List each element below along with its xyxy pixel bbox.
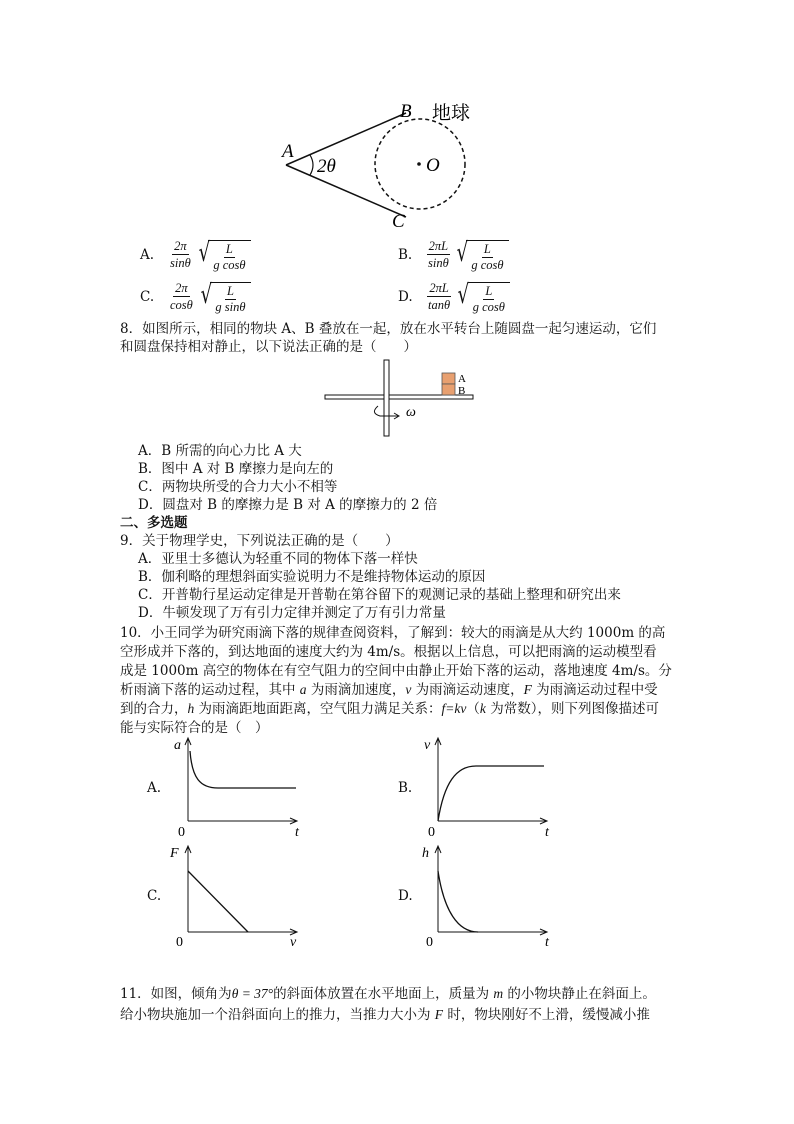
graph-c[interactable] (168, 841, 308, 949)
line-AB (286, 113, 406, 165)
curve-v-t (438, 766, 544, 821)
q9-stem: 9．关于物理学史，下列说法正确的是（ ） (120, 533, 399, 549)
q8-option-c[interactable]: C．两物块所受的合力大小不相等 (138, 479, 338, 495)
q9-option-a[interactable]: A．亚里士多德认为轻重不同的物体下落一样快 (138, 551, 418, 567)
sqrt-expression: √ $\frac{L}{\text{g cosθ}}$ (455, 278, 510, 315)
q11-line1: 11．如图，倾角为θ = 37°的斜面体放置在水平地面上，质量为 m 的小物块静止在斜面上。 (120, 986, 656, 1002)
block-A (442, 373, 455, 384)
q9-option-c[interactable]: C．开普勒行星运动定律是开普勒在第谷留下的观测记录的基础上整理和研究出来 (138, 587, 621, 603)
q10-line1: 10．小王同学为研究雨滴下落的规律查阅资料，了解到：较大的雨滴是从大约 1000m 的高 (120, 625, 666, 641)
q11-line2: 给小物块施加一个沿斜面向上的推力，当推力大小为 F 时，物块刚好不上滑，缓慢减小推 (120, 1007, 650, 1023)
section-title: 二、多选题 (120, 515, 188, 531)
x-axis-label: t (545, 825, 549, 838)
q9-option-b[interactable]: B．伽利略的理想斜面实验说明力不是维持物体运动的原因 (138, 569, 486, 585)
coef-fraction: $\frac{2\pi L}{\sin\theta}$ (428, 239, 449, 270)
earth-figure (270, 95, 520, 235)
center-dot (417, 162, 421, 166)
coef-fraction: $\frac{2\pi}{\cos\theta}$ (170, 281, 193, 312)
sqrt-expression: √ $\frac{L}{\text{g sinθ}}$ (198, 278, 251, 315)
y-axis-label: v (424, 738, 431, 753)
turntable-disc (325, 395, 473, 399)
line-AC (286, 165, 406, 217)
y-axis-label: a (174, 738, 181, 753)
option-label: C. (140, 288, 155, 305)
coef-fraction: $\frac{2\pi}{\sin\theta}$ (170, 239, 191, 270)
earth-label: 地球 (432, 102, 471, 124)
graph-b-option-label[interactable]: B. (398, 780, 413, 796)
q10-line2: 空形成并下落的，到达地面的速度大约为 4m/s。根据以上信息，可以把雨滴的运动模型看 (120, 644, 657, 660)
q10-line6: 能与实际符合的是（ ） (120, 720, 269, 736)
graph-b[interactable] (418, 733, 558, 838)
angle-label: 2θ (317, 156, 336, 177)
q8-stem-line1: 8．如图所示，相同的物块 A、B 叠放在一起，放在水平转台上随圆盘一起匀速运动，它们 (120, 321, 657, 337)
curve-h-t (438, 871, 478, 932)
x-axis-label: v (290, 935, 297, 949)
point-A-label: A (282, 141, 294, 162)
line-F-v (188, 871, 248, 932)
graph-d-option-label[interactable]: D. (398, 888, 413, 904)
sqrt-expression: √ $\frac{L}{\text{g cosθ}}$ (454, 236, 509, 273)
angle-arc (310, 155, 313, 175)
x-axis-label: t (545, 935, 549, 949)
q8-option-b[interactable]: B．图中 A 对 B 摩擦力是向左的 (138, 461, 334, 477)
q7-option-c[interactable] (140, 278, 251, 315)
q10-line5: 到的合力，h 为雨滴距地面距离，空气阻力满足关系：f=kv（k 为常数），则下列图像描述可 (120, 701, 659, 717)
option-label: D. (398, 288, 413, 305)
coef-fraction: $\frac{2\pi L}{\tan\theta}$ (428, 281, 451, 312)
option-label: B. (398, 246, 413, 263)
turntable-figure (320, 358, 480, 440)
q8-option-d[interactable]: D．圆盘对 B 的摩擦力是 B 对 A 的摩擦力的 2 倍 (138, 497, 438, 513)
graph-a[interactable] (168, 733, 308, 838)
block-A-label: A (458, 373, 466, 385)
q8-stem-line2: 和圆盘保持相对静止，以下说法正确的是（ ） (120, 339, 417, 355)
block-B-label: B (458, 385, 466, 397)
rotation-axis (384, 360, 389, 436)
x-axis-label: t (295, 825, 299, 838)
block-B (442, 384, 455, 395)
q10-line4: 析雨滴下落的运动过程，其中 a 为雨滴加速度，v 为雨滴运动速度，F 为雨滴运动过程中受 (120, 682, 658, 698)
q7-option-d[interactable] (398, 278, 510, 315)
point-C-label: C (392, 211, 405, 232)
origin-label: 0 (178, 825, 185, 838)
origin-label: 0 (428, 825, 435, 838)
origin-label: 0 (426, 935, 433, 949)
q7-option-b[interactable] (398, 236, 509, 273)
q9-option-d[interactable]: D．牛顿发现了万有引力定律并测定了万有引力常量 (138, 605, 446, 621)
curve-a-t (190, 751, 296, 788)
q7-option-a[interactable] (140, 236, 251, 273)
graph-d[interactable] (418, 841, 558, 949)
point-B-label: B (400, 101, 412, 122)
omega-label: ω (406, 405, 416, 420)
option-label: A. (140, 246, 155, 263)
sqrt-expression: √ $\frac{L}{\text{g cosθ}}$ (196, 236, 251, 273)
q8-option-a[interactable]: A．B 所需的向心力比 A 大 (138, 443, 302, 459)
q10-line3: 成是 1000m 高空的物体在有空气阻力的空间中由静止开始下落的运动，落地速度 4m/s。分 (120, 663, 672, 679)
graph-a-option-label[interactable]: A. (147, 780, 162, 796)
y-axis-label: h (422, 846, 429, 861)
origin-label: 0 (176, 935, 183, 949)
graph-c-option-label[interactable]: C. (147, 888, 162, 904)
y-axis-label: F (170, 846, 179, 861)
point-O-label: O (426, 155, 440, 176)
